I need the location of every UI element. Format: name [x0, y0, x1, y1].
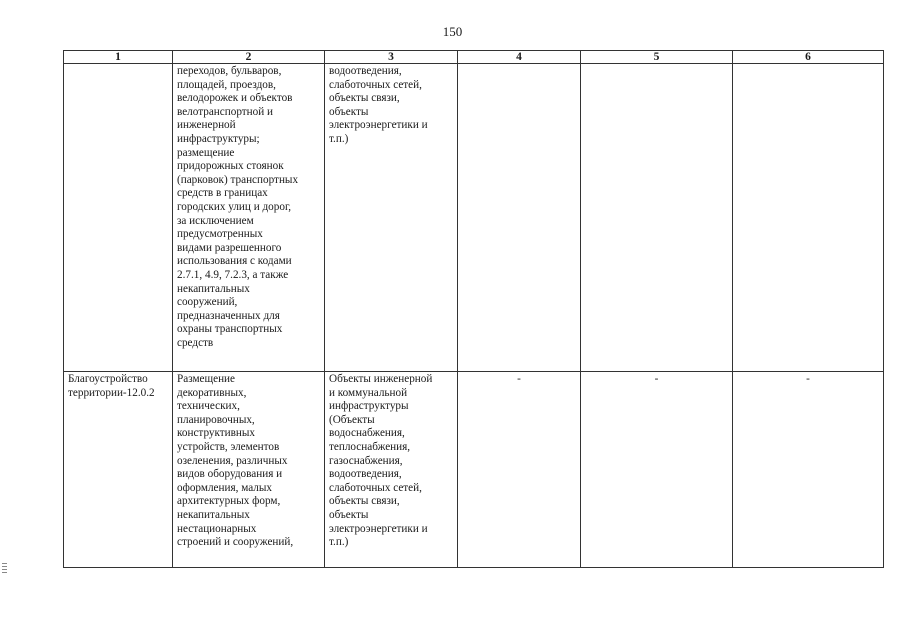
table-cell-col5: -	[581, 372, 733, 568]
scan-margin-mark	[2, 563, 7, 575]
table-cell-col5	[581, 64, 733, 372]
column-header-2: 2	[173, 51, 325, 64]
column-header-1: 1	[64, 51, 173, 64]
regulations-table	[63, 50, 884, 568]
header-row	[64, 51, 884, 64]
column-header-4: 4	[458, 51, 581, 64]
table-cell-auxiliary-use: водоотведения, слаботочных сетей, объекты связи, объекты электроэнергетики и т.п.)	[325, 64, 458, 372]
table-row	[64, 372, 884, 568]
page-number: 150	[442, 24, 463, 39]
table-cell-col6	[733, 64, 884, 372]
column-header-5: 5	[581, 51, 733, 64]
column-header-3: 3	[325, 51, 458, 64]
table-cell-description: переходов, бульваров, площадей, проездов, велодорожек и объектов велотранспортной и инженерной инфраструктуры; размещение придорожных стоянок (парковок) транспортных средств в границах городских улиц и дорог, за исключением предусмотренных видами разрешенного использования с кодами 2.7.1, 4.9, 7.2.3, а также некапитальных сооружений, предназначенных для охраны транспортных средств	[173, 64, 325, 372]
column-header-6: 6	[733, 51, 884, 64]
table-cell-description: Размещение декоративных, технических, планировочных, конструктивных устройств, элементов озеленения, различных видов оборудования и оформления, малых архитектурных форм, некапитальных нестационарных строений и сооружений,	[173, 372, 325, 568]
table-cell-col6: -	[733, 372, 884, 568]
table-cell-name: Благоустройство территории-12.0.2	[64, 372, 173, 568]
table-cell-name	[64, 64, 173, 372]
table-cell-col4: -	[458, 372, 581, 568]
table-cell-auxiliary-use: Объекты инженерной и коммунальной инфраструктуры (Объекты водоснабжения, теплоснабжения, газоснабжения, водоотведения, слаботочных сетей, объекты связи, объекты электроэнергетики и т.п.)	[325, 372, 458, 568]
table-cell-col4	[458, 64, 581, 372]
table-row	[64, 64, 884, 372]
